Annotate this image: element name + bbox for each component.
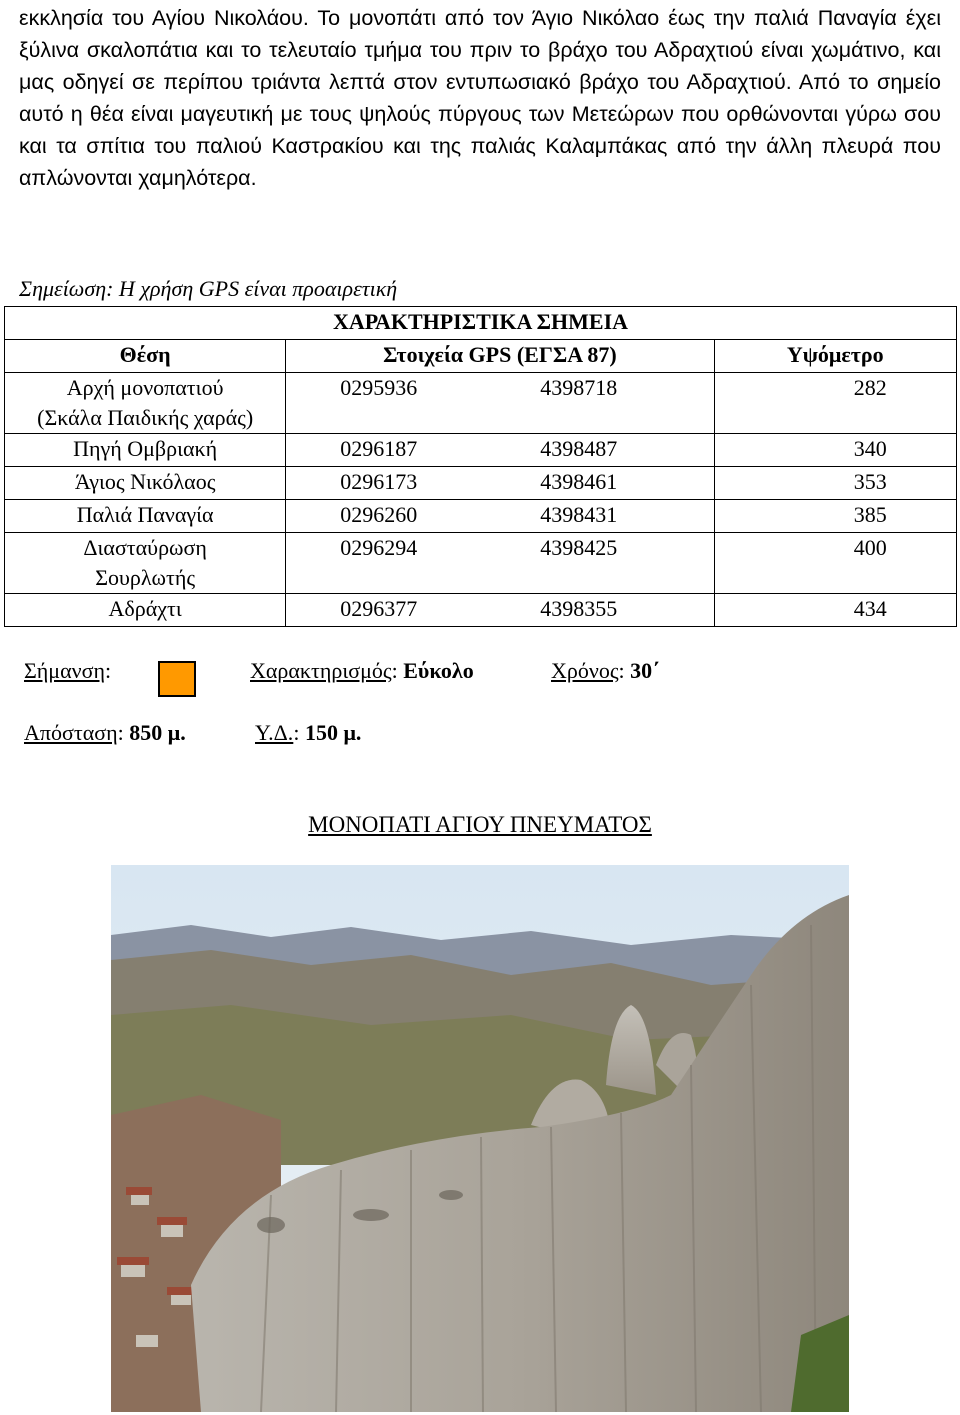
elevation-label: Υ.Δ. (255, 720, 294, 745)
row-gps (286, 500, 714, 533)
distance-field: Απόσταση: 850 μ. (24, 720, 186, 745)
row-place: Αδράχτι (5, 594, 286, 627)
header-gps: Στοιχεία GPS (ΕΓΣΑ 87) (286, 340, 714, 373)
row-gps (286, 373, 714, 434)
header-position: Θέση (5, 340, 286, 373)
row-gps (286, 467, 714, 500)
row-place (5, 373, 286, 434)
characteristic-points-table (4, 306, 957, 627)
row-altitude: 434 (714, 594, 956, 627)
gps-x: 0296260 (340, 502, 418, 527)
table-header-row (5, 340, 957, 373)
marking-label: Σήμανση (24, 658, 105, 683)
place-name-detail: Σουρλωτής (95, 565, 196, 590)
row-place: Πηγή Ομβριακή (5, 434, 286, 467)
table-row (5, 500, 957, 533)
distance-label: Απόσταση (24, 720, 118, 745)
table-row (5, 533, 957, 594)
meteora-rock-photo (111, 865, 849, 1412)
gps-y: 4398355 (540, 596, 618, 621)
place-name: Αρχή μονοπατιού (66, 375, 224, 400)
gps-y: 4398718 (540, 375, 618, 400)
table-row (5, 373, 957, 434)
gps-x: 0296187 (340, 436, 418, 461)
row-altitude: 353 (714, 467, 956, 500)
difficulty-label: Χαρακτηρισμός (250, 658, 392, 683)
gps-y: 4398425 (540, 535, 618, 560)
section-title: ΜΟΝΟΠΑΤΙ ΑΓΙΟΥ ΠΝΕΥΜΑΤΟΣ (308, 812, 652, 837)
row-altitude: 400 (714, 533, 956, 594)
intro-paragraph: εκκλησία του Αγίου Νικολάου. Το μονοπάτι από τον Άγιο Νικόλαο έως την παλιά Παναγία έχει ξύλινα σκαλοπάτια και το τελευταίο τμήμα του πριν το βράχο του Αδραχτιού είναι χωμάτινο, και μας οδηγεί σε περίπου τριάντα λεπτά στον εντυπωσιακό βράχο του Αδραχτιού. Από το σημείο αυτό η θέα είναι μαγευτική με τους ψηλούς πύργους των Μετεώρων που ορθώνονται γύρω σου και τα σπίτια του παλιού Καστρακίου και της παλιάς Καλαμπάκας από την άλλη πλευρά που απλώνονται χαμηλότερα. (19, 6, 941, 190)
time-value: 30΄ (630, 658, 660, 683)
place-name: Διασταύρωση (83, 535, 207, 560)
gps-y: 4398461 (540, 469, 618, 494)
row-gps (286, 434, 714, 467)
gps-y: 4398487 (540, 436, 618, 461)
table-row (5, 594, 957, 627)
row-altitude: 282 (714, 373, 956, 434)
gps-x: 0296377 (340, 596, 418, 621)
gps-x: 0296173 (340, 469, 418, 494)
place-name-detail: (Σκάλα Παιδικής χαράς) (37, 405, 254, 430)
difficulty-value: Εύκολο (403, 658, 474, 683)
row-place (5, 533, 286, 594)
distance-value: 850 μ. (129, 720, 186, 745)
time-field: Χρόνος: 30΄ (551, 658, 660, 683)
elevation-value: 150 μ. (304, 720, 362, 745)
table-title-row (5, 307, 957, 340)
gps-x: 0295936 (340, 375, 418, 400)
marking-color-swatch (158, 661, 196, 697)
row-gps (286, 594, 714, 627)
gps-x: 0296294 (340, 535, 418, 560)
row-altitude: 385 (714, 500, 956, 533)
header-altitude: Υψόμετρο (714, 340, 956, 373)
row-altitude: 340 (714, 434, 956, 467)
row-place: Παλιά Παναγία (5, 500, 286, 533)
row-gps (286, 533, 714, 594)
gps-note: Σημείωση: Η χρήση GPS είναι προαιρετική (19, 276, 398, 301)
table-title: ΧΑΡΑΚΤΗΡΙΣΤΙΚΑ ΣΗΜΕΙΑ (5, 307, 957, 340)
gps-y: 4398431 (540, 502, 618, 527)
time-label: Χρόνος (551, 658, 619, 683)
difficulty-field: Χαρακτηρισμός: Εύκολο (250, 658, 474, 683)
table-row (5, 434, 957, 467)
row-place: Άγιος Νικόλαος (5, 467, 286, 500)
elevation-field: Υ.Δ.: 150 μ. (255, 720, 362, 745)
marking-field: Σήμανση: (24, 658, 112, 683)
table-row (5, 467, 957, 500)
meteora-rock-illustration (111, 865, 849, 1412)
